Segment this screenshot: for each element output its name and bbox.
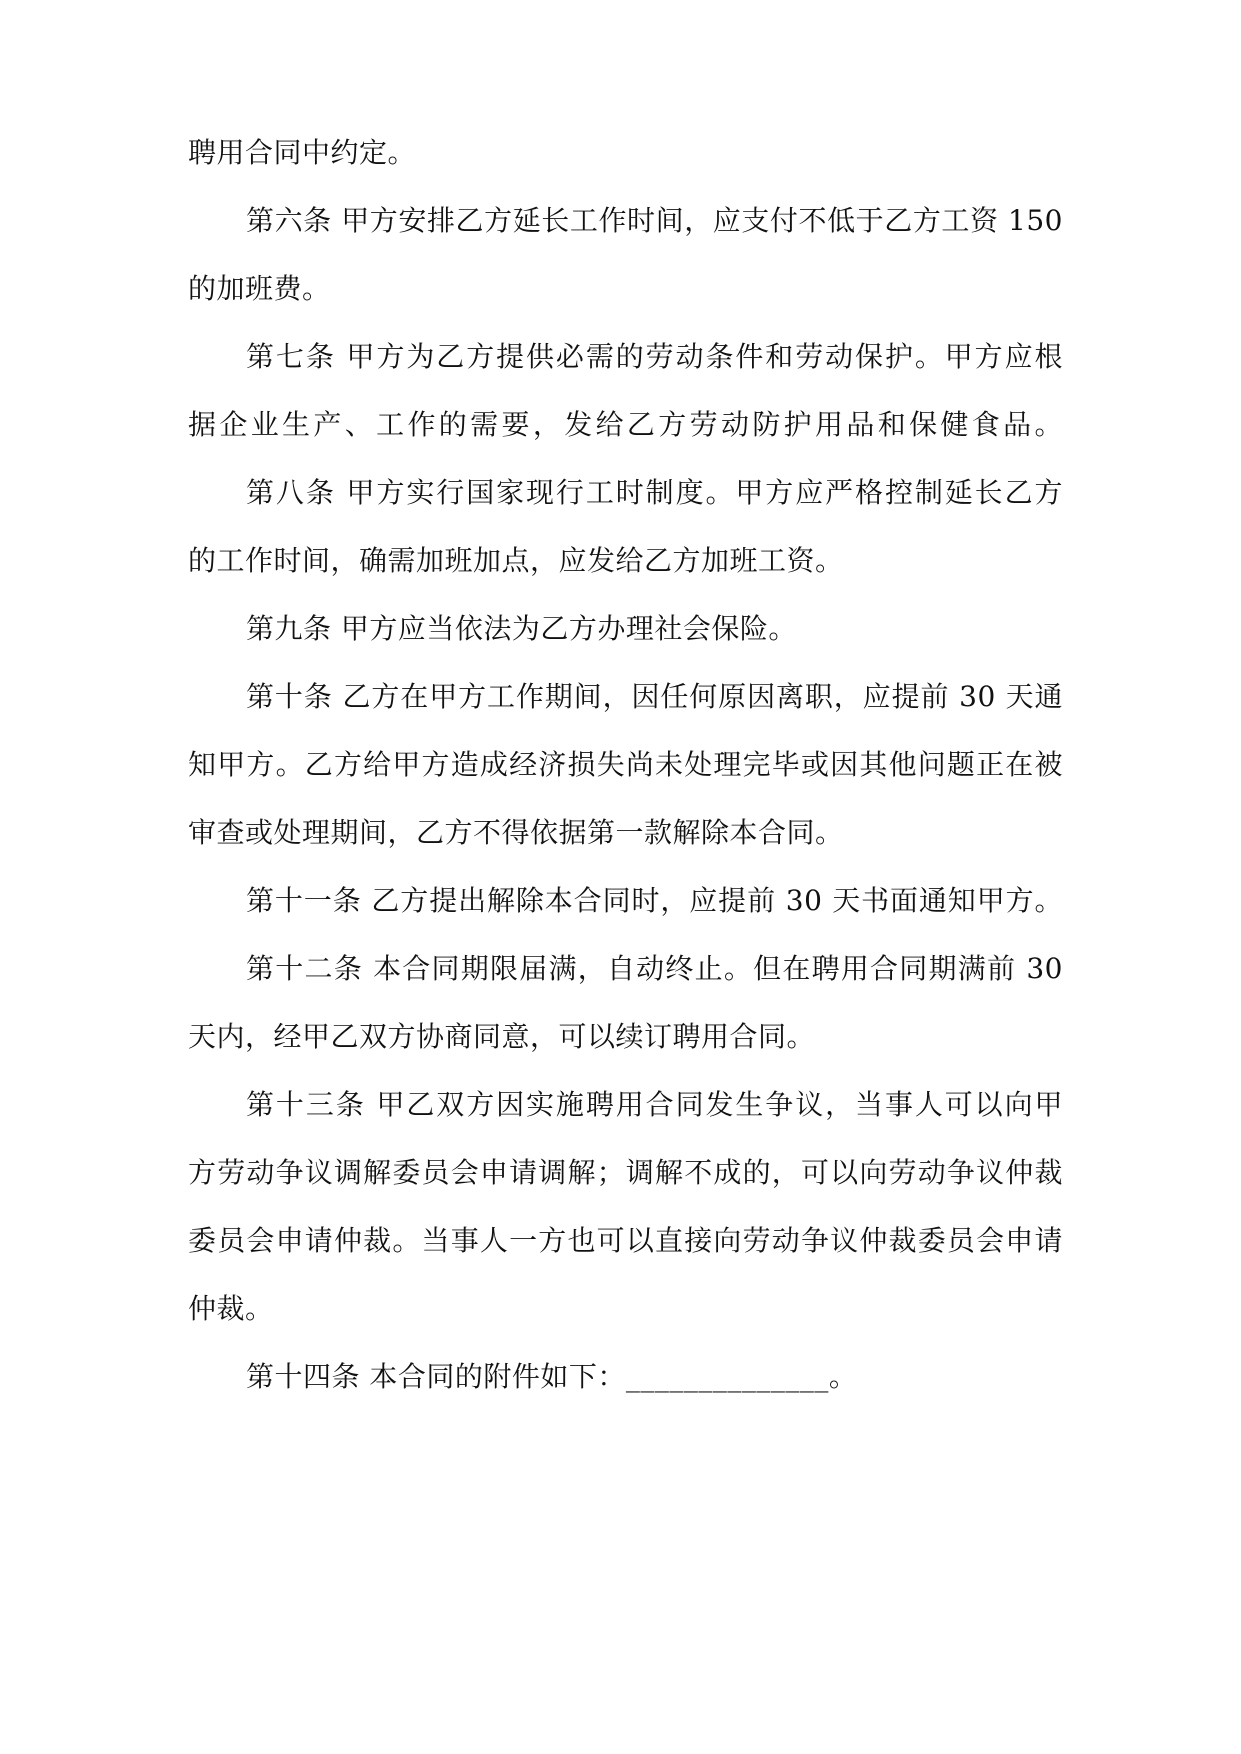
- text-line-article-9: 第九条 甲方应当依法为乙方办理社会保险。: [246, 612, 797, 645]
- text-line: 的加班费。: [188, 272, 331, 305]
- text-line-article-11: 第十一条 乙方提出解除本合同时，应提前 30 天书面通知甲方。: [246, 884, 1063, 917]
- text-line-article-8: 第八条 甲方实行国家现行工时制度。甲方应严格控制延长乙方: [246, 476, 1063, 509]
- text-line: 委员会申请仲裁。当事人一方也可以直接向劳动争议仲裁委员会申请: [188, 1224, 1063, 1257]
- text-line-article-10: 第十条 乙方在甲方工作期间，因任何原因离职，应提前 30 天通: [246, 680, 1063, 713]
- text-line-article-14: 第十四条 本合同的附件如下：______________。: [246, 1360, 858, 1393]
- text-line: 知甲方。乙方给甲方造成经济损失尚未处理完毕或因其他问题正在被: [188, 748, 1063, 781]
- text-line: 仲裁。: [188, 1292, 274, 1325]
- text-line-article-7: 第七条 甲方为乙方提供必需的劳动条件和劳动保护。甲方应根: [246, 340, 1063, 373]
- text-line-article-13: 第十三条 甲乙双方因实施聘用合同发生争议，当事人可以向甲: [246, 1088, 1063, 1121]
- text-line-article-12: 第十二条 本合同期限届满，自动终止。但在聘用合同期满前 30: [246, 952, 1063, 985]
- text-line: 天内，经甲乙双方协商同意，可以续订聘用合同。: [188, 1020, 816, 1053]
- text-line: 的工作时间，确需加班加点，应发给乙方加班工资。: [188, 544, 844, 577]
- text-line: 聘用合同中约定。: [188, 136, 417, 169]
- text-line: 审查或处理期间，乙方不得依据第一款解除本合同。: [188, 816, 844, 849]
- text-line: 方劳动争议调解委员会申请调解；调解不成的，可以向劳动争议仲裁: [188, 1156, 1063, 1189]
- text-line: 据企业生产、工作的需要，发给乙方劳动防护用品和保健食品。: [188, 408, 1063, 441]
- text-line-article-6: 第六条 甲方安排乙方延长工作时间，应支付不低于乙方工资 150: [246, 204, 1063, 237]
